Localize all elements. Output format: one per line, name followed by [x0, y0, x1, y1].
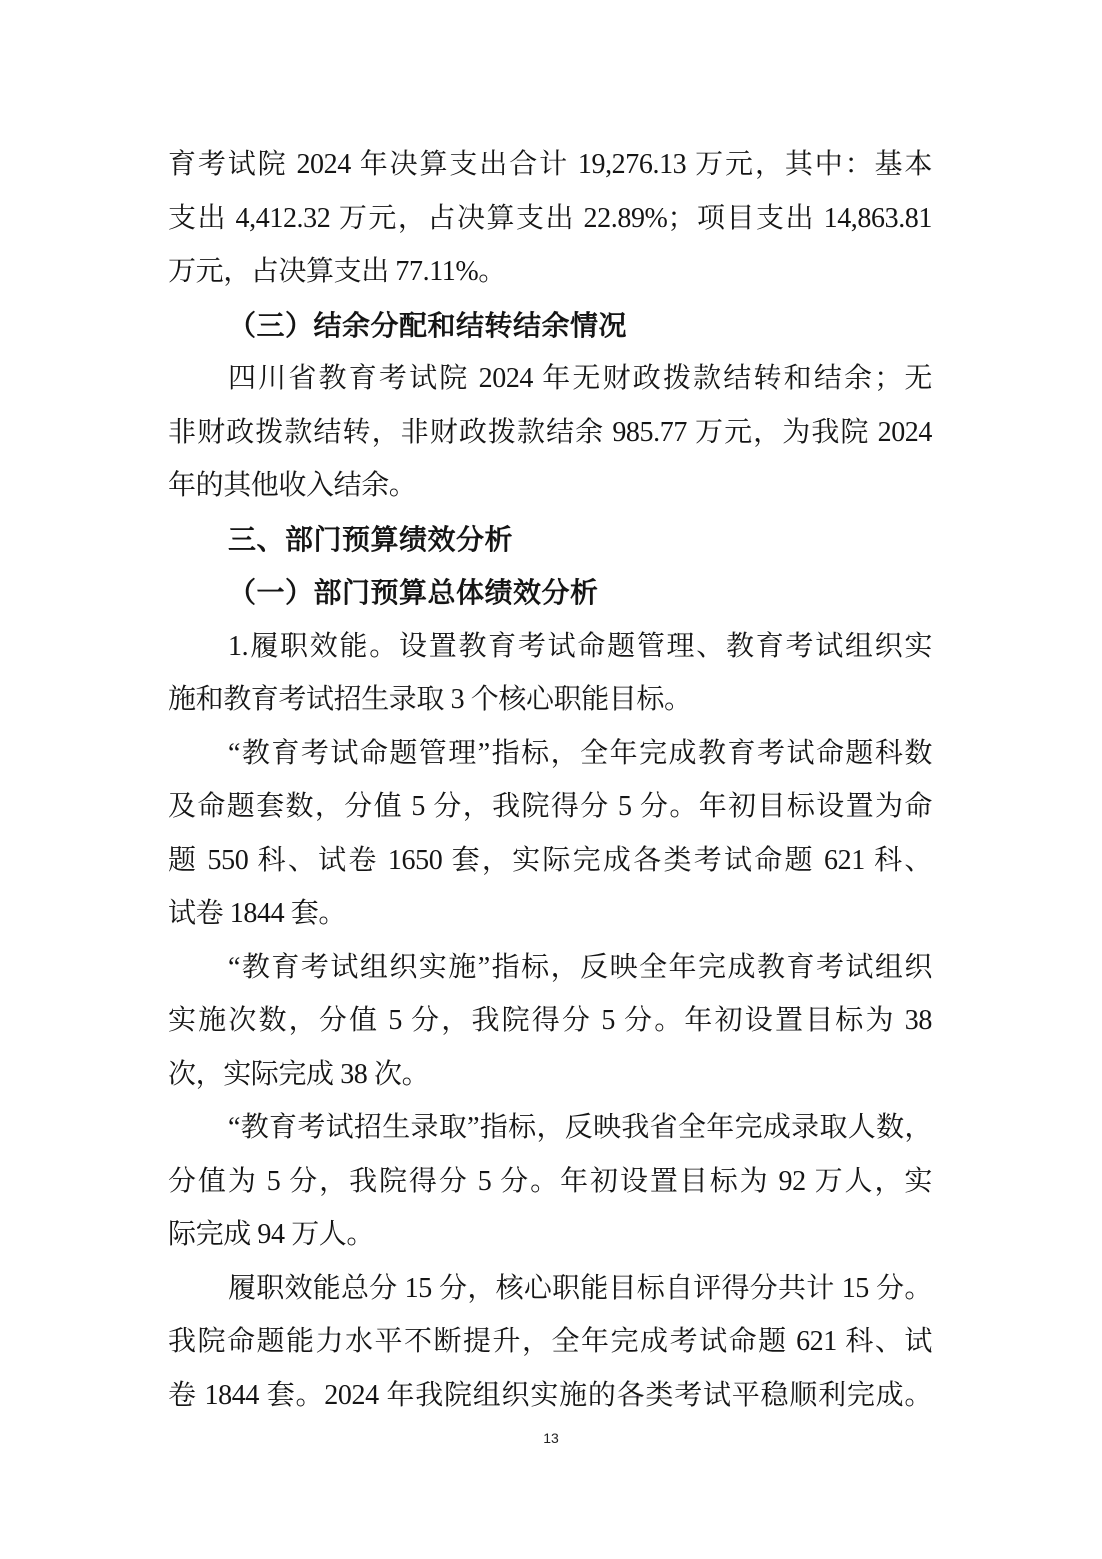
body-line: 支出 4,412.32 万元，占决算支出 22.89%；项目支出 14,863.81: [168, 202, 932, 234]
body-line: 次，实际完成 38 次。: [168, 1058, 430, 1090]
body-line: 1.履职效能。设置教育考试命题管理、教育考试组织实: [228, 630, 932, 662]
body-line: 施和教育考试招生录取 3 个核心职能目标。: [168, 684, 692, 715]
body-line: 万元，占决算支出 77.11%。: [168, 256, 506, 287]
body-line: 育考试院 2024 年决算支出合计 19,276.13 万元，其中：基本: [168, 149, 932, 180]
body-line: “教育考试招生录取”指标，反映我省全年完成录取人数，: [228, 1112, 932, 1143]
section-heading: （一）部门预算总体绩效分析: [228, 576, 599, 609]
body-line: 履职效能总分 15 分，核心职能目标自评得分共计 15 分。: [228, 1272, 932, 1304]
body-line: 实施次数，分值 5 分，我院得分 5 分。年初设置目标为 38: [168, 1005, 932, 1036]
body-line: 非财政拨款结转，非财政拨款结余 985.77 万元，为我院 2024: [168, 416, 932, 448]
body-line: 分值为 5 分，我院得分 5 分。年初设置目标为 92 万人，实: [168, 1165, 932, 1197]
body-line: “教育考试命题管理”指标，全年完成教育考试命题科数: [228, 737, 932, 769]
body-line: “教育考试组织实施”指标，反映全年完成教育考试组织: [228, 951, 932, 983]
document-body: [168, 138, 932, 1422]
body-line: 我院命题能力水平不断提升，全年完成考试命题 621 科、试: [168, 1326, 932, 1357]
chapter-heading: 三、部门预算绩效分析: [228, 522, 514, 556]
body-line: 及命题套数，分值 5 分，我院得分 5 分。年初目标设置为命: [168, 791, 932, 822]
body-line: 试卷 1844 套。: [168, 898, 347, 929]
body-line: 卷 1844 套。2024 年我院组织实施的各类考试平稳顺利完成。: [168, 1379, 932, 1411]
body-line: 题 550 科、试卷 1650 套，实际完成各类考试命题 621 科、: [168, 844, 932, 876]
section-heading: （三）结余分配和结转结余情况: [228, 308, 628, 342]
body-line: 年的其他收入结余。: [168, 470, 417, 501]
page-number: 13: [543, 1430, 559, 1446]
body-line: 际完成 94 万人。: [168, 1219, 375, 1250]
body-line: 四川省教育考试院 2024 年无财政拨款结转和结余；无: [228, 363, 932, 394]
